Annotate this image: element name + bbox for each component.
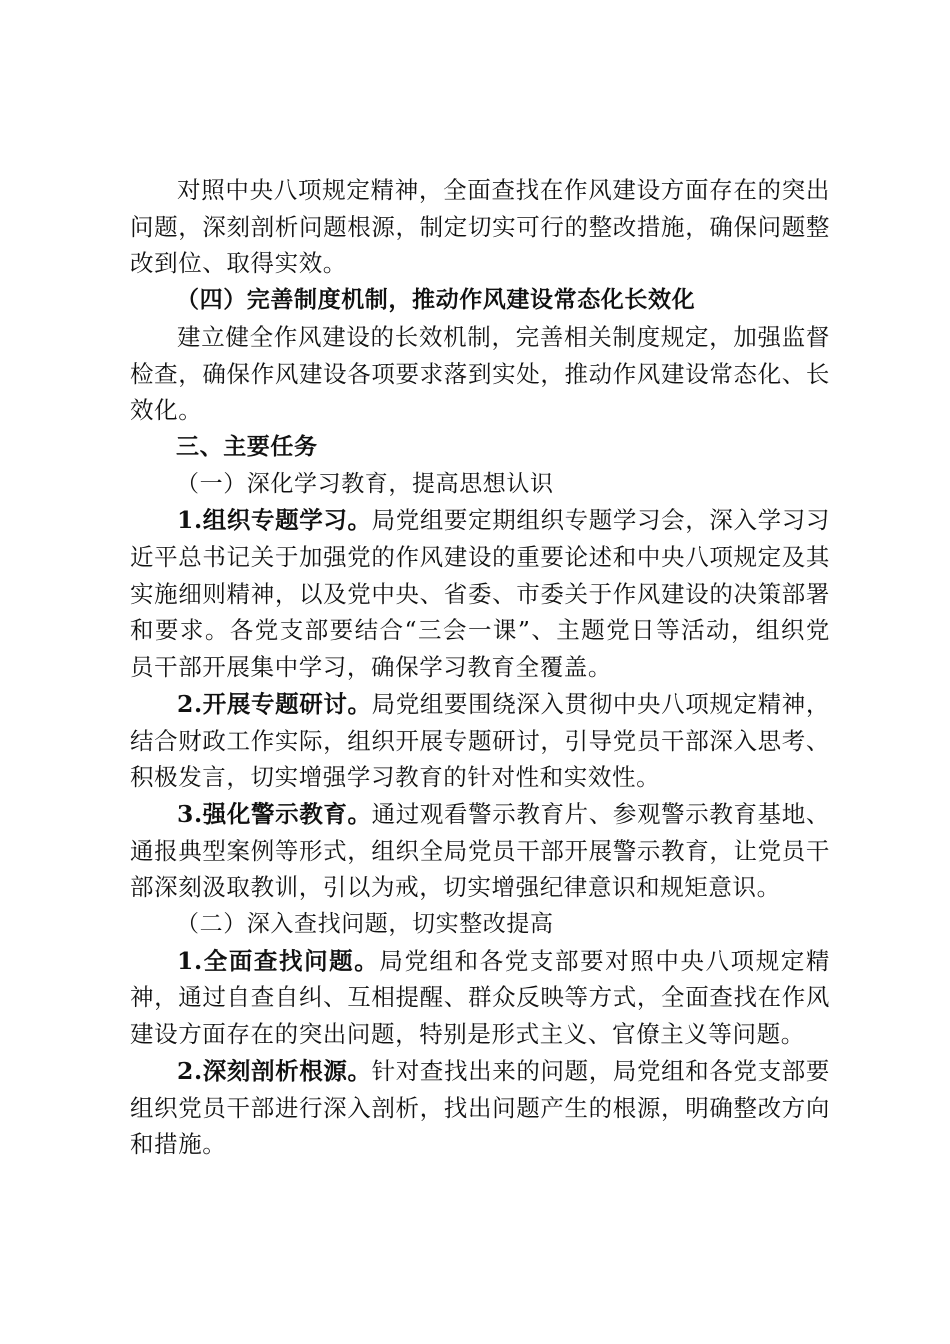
item-analyze-roots bbox=[130, 1053, 830, 1163]
item-text: 局党组和各党支部要对照中央八项规定精神，通过自查自纠、互相提醒、群众反映等方式，全面查找在作风建设方面存在的突出问题，特别是形式主义、官僚主义等问题。 bbox=[130, 946, 830, 1049]
item-lead: 2.深刻剖析根源。 bbox=[177, 1056, 372, 1085]
item-lead: 3.强化警示教育。 bbox=[177, 799, 372, 828]
item-text: 通过观看警示教育片、参观警示教育基地、通报典型案例等形式，组织全局党员干部开展警示教育，让党员干部深刻汲取教训，引以为戒，切实增强纪律意识和规矩意识。 bbox=[130, 799, 830, 902]
subheading-find-problems: （二）深入查找问题，切实整改提高 bbox=[176, 911, 554, 938]
item-text: 局党组要定期组织专题学习会，深入学习习近平总书记关于加强党的作风建设的重要论述和中央八项规定及其实施细则精神，以及党中央、省委、市委关于作风建设的决策部署和要求。各党支部要结合“三会一课”、主题党日等活动，组织党员干部开展集中学习，确保学习教育全覆盖。 bbox=[130, 506, 830, 682]
paragraph-rectification-goal: 对照中央八项规定精神，全面查找在作风建设方面存在的突出问题，深刻剖析问题根源，制定切实可行的整改措施，确保问题整改到位、取得实效。 bbox=[130, 176, 830, 278]
section-heading-main-tasks: 三、主要任务 bbox=[176, 432, 318, 460]
item-special-discussion bbox=[130, 686, 830, 796]
paragraph-long-term-mechanism: 建立健全作风建设的长效机制，完善相关制度规定，加强监督检查，确保作风建设各项要求落到实处，推动作风建设常态化、长效化。 bbox=[130, 322, 830, 425]
item-find-problems bbox=[130, 943, 830, 1053]
item-text: 针对查找出来的问题，局党组和各党支部要组织党员干部进行深入剖析，找出问题产生的根源，明确整改方向和措施。 bbox=[130, 1056, 830, 1159]
item-lead: 1.全面查找问题。 bbox=[177, 946, 380, 975]
item-lead: 2.开展专题研讨。 bbox=[177, 689, 372, 718]
item-text: 局党组要围绕深入贯彻中央八项规定精神，结合财政工作实际，组织开展专题研讨，引导党员干部深入思考、积极发言，切实增强学习教育的针对性和实效性。 bbox=[130, 689, 830, 792]
document-body bbox=[130, 172, 830, 1163]
item-special-study bbox=[130, 502, 830, 686]
subheading-study-education: （一）深化学习教育，提高思想认识 bbox=[176, 470, 554, 497]
item-lead: 1.组织专题学习。 bbox=[177, 506, 372, 535]
subheading-system-mechanism: （四）完善制度机制，推动作风建设常态化长效化 bbox=[176, 286, 696, 314]
item-warning-education bbox=[130, 796, 830, 906]
